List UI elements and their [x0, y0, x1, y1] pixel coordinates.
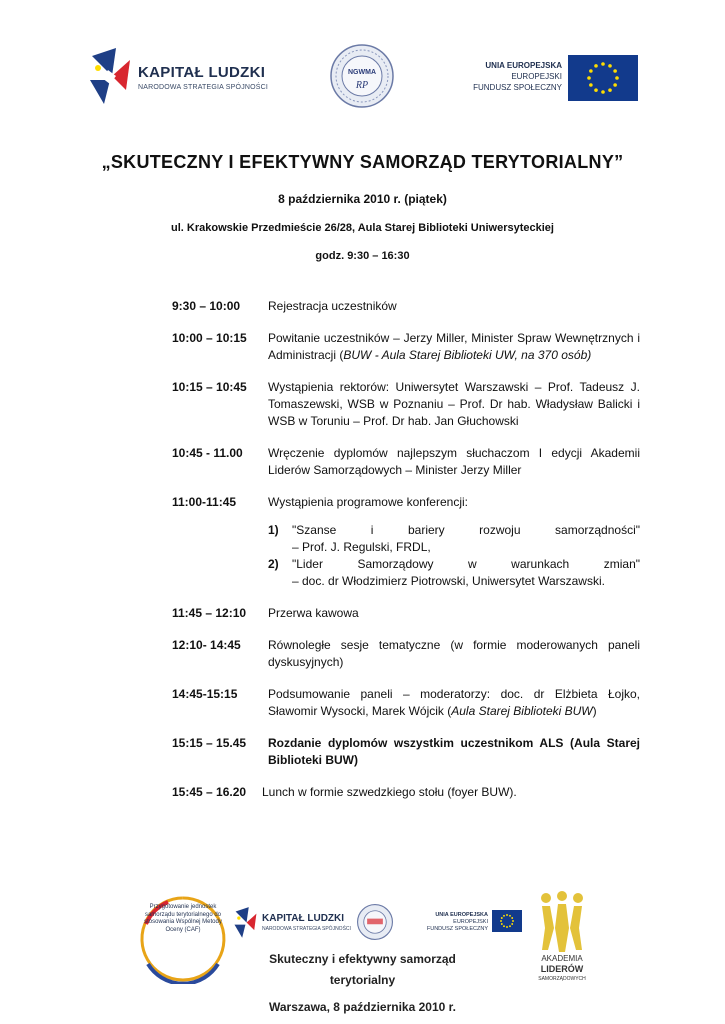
agenda-row [172, 686, 640, 720]
eu-star-icon [501, 917, 503, 919]
kapital-ludzki-logo [86, 46, 136, 108]
footer-title-line1: Skuteczny i efektywny samorząd [269, 952, 456, 966]
agenda-subitems [268, 522, 640, 590]
agenda-time: 14:45-15:15 [172, 687, 238, 701]
eu-star-icon [594, 88, 598, 92]
agenda [172, 298, 640, 816]
ue-line2: EUROPEJSKI [511, 72, 562, 81]
agenda-time: 9:30 – 10:00 [172, 299, 241, 313]
agenda-text-italic: BUW - Aula Starej Biblioteki UW, na 370 osób) [343, 348, 592, 362]
subitem [268, 522, 640, 556]
footer-kapital-subtitle: NARODOWA STRATEGIA SPÓJNOŚCI [262, 926, 351, 932]
agenda-time: 11:00-11:45 [172, 495, 237, 509]
agenda-text: Rejestracja uczestników [268, 299, 397, 313]
footer-kapital-ludzki-logo [232, 906, 260, 940]
footer-seal-logo [357, 904, 393, 940]
agenda-row [172, 605, 640, 622]
agenda-time: 12:10- 14:45 [172, 638, 241, 652]
footer-ue-line3: FUNDUSZ SPOŁECZNY [426, 926, 488, 932]
eu-star-icon [509, 915, 511, 917]
agenda-text: Przerwa kawowa [268, 606, 359, 620]
eu-star-icon [506, 914, 508, 916]
agenda-text: Wystąpienia programowe konferencji: [268, 495, 468, 509]
als-line2: LIDERÓW [540, 964, 584, 974]
event-date: 8 października 2010 r. (piątek) [278, 192, 447, 206]
agenda-row [172, 637, 640, 671]
agenda-text-italic: Aula Starej Biblioteki BUW [451, 704, 593, 718]
agenda-row [172, 298, 640, 315]
eu-star-icon [509, 925, 511, 927]
event-hours: godz. 9:30 – 16:30 [315, 250, 410, 262]
kapital-ludzki-name: KAPITAŁ LUDZKI [138, 64, 266, 81]
agenda-text: Lunch w formie szwedzkiego stołu (foyer BUW). [262, 785, 517, 799]
footer-ue-line2: EUROPEJSKI [453, 919, 488, 925]
eu-star-icon [587, 76, 591, 80]
ue-line1: UNIA EUROPEJSKA [485, 61, 562, 70]
eu-star-icon [511, 917, 513, 919]
agenda-time: 15:45 – 16.20 [172, 785, 247, 799]
eu-star-icon [501, 923, 503, 925]
agenda-row [172, 735, 640, 769]
eu-star-icon [512, 920, 514, 922]
agenda-time: 15:15 – 15.45 [172, 736, 247, 750]
subitem-line1: "Szanse i bariery rozwoju samorządności" [292, 523, 640, 537]
eu-star-icon [608, 64, 612, 68]
event-title: „SKUTECZNY I EFEKTYWNY SAMORZĄD TERYTORIALNY” [101, 152, 624, 172]
als-line3: SAMORZĄDOWYCH [538, 976, 586, 982]
footer-title-line2: terytorialny [329, 973, 396, 987]
eu-star-icon [500, 920, 502, 922]
agenda-text [268, 686, 640, 720]
agenda-text: Równoległe sesje tematyczne (w formie moderowanych paneli dyskusyjnych) [268, 638, 640, 669]
agenda-row [172, 330, 640, 364]
agenda-row [172, 494, 640, 511]
agenda-text-tail: ) [592, 704, 597, 718]
subitem-text [292, 522, 640, 556]
event-place: ul. Krakowskie Przedmieście 26/28, Aula Starej Biblioteki Uniwersyteckiej [171, 222, 554, 234]
als-text [526, 954, 598, 984]
agenda-text-main: Podsumowanie paneli – moderatorzy: doc. dr Elżbieta Łojko, Sławomir Wysocki, Marek Wójcik ( [268, 687, 640, 718]
agenda-text: Wystąpienia rektorów: Uniwersytet Warszawski – Prof. Tadeusz J. Tomaszewski, WSB w Poznaniu – Prof. Dr hab. Władysław Balicki i WSB w Toruniu – Prof. Dr hab. Jan Głuchowski [268, 380, 640, 428]
eu-star-icon [594, 64, 598, 68]
footer-kapital-name: KAPITAŁ LUDZKI [262, 913, 345, 924]
agenda-time: 10:45 - 11.00 [172, 446, 243, 460]
als-line1: AKADEMIA [541, 954, 583, 963]
eu-star-icon [615, 76, 619, 80]
agenda-text [268, 330, 640, 364]
als-figures-logo [532, 888, 592, 958]
eu-star-icon [506, 926, 508, 928]
agenda-time: 10:00 – 10:15 [172, 331, 247, 345]
agenda-time: 10:15 – 10:45 [172, 380, 247, 394]
eu-star-icon [503, 915, 505, 917]
footer-ue-line1: UNIA EUROPEJSKA [435, 912, 488, 918]
seal-initials: RP [355, 80, 369, 91]
agenda-row [172, 445, 640, 479]
eu-star-icon [601, 62, 605, 66]
subitem-line1: "Lider Samorządowy w warunkach zmian" [292, 557, 640, 571]
eu-flag-icon [568, 55, 638, 101]
eu-star-icon [589, 69, 593, 73]
subitem-line2: – Prof. J. Regulski, FRDL, [292, 540, 431, 554]
agenda-text: Rozdanie dyplomów wszystkim uczestnikom ALS (Aula Starej Biblioteki BUW) [268, 736, 640, 767]
ue-line3: FUNDUSZ SPOŁECZNY [473, 83, 562, 92]
footer-eu-flag-icon [492, 910, 522, 932]
subitem-text [292, 556, 640, 590]
agenda-time: 11:45 – 12:10 [172, 606, 247, 620]
eu-star-icon [511, 923, 513, 925]
eu-star-icon [503, 925, 505, 927]
eu-star-icon [608, 88, 612, 92]
agenda-text-main: Powitanie uczestników – Jerzy Miller, Minister Spraw Wewnętrznych i Administracji ( [268, 331, 640, 362]
agenda-row [172, 784, 640, 801]
kapital-ludzki-subtitle: NARODOWA STRATEGIA SPÓJNOŚCI [138, 84, 269, 91]
caf-text: Przygotowanie jednostek samorządu terytorialnego do stosowania Wspólnej Metody Oceny (CAF) [144, 904, 222, 933]
ue-text [452, 60, 562, 93]
subitem-number: 2) [268, 557, 279, 571]
eu-star-icon [613, 69, 617, 73]
subitem-number: 1) [268, 523, 279, 537]
eu-star-icon [589, 83, 593, 87]
agenda-text: Wręczenie dyplomów najlepszym słuchaczom I edycji Akademii Liderów Samorządowych – Minister Jerzy Miller [268, 446, 640, 477]
eu-star-icon [601, 90, 605, 94]
agenda-row [172, 379, 640, 430]
seal-text: NGWMA [348, 69, 376, 76]
ngwma-seal-logo [330, 44, 394, 108]
eu-star-icon [613, 83, 617, 87]
subitem-line2: – doc. dr Włodzimierz Piotrowski, Uniwersytet Warszawski. [292, 574, 605, 588]
footer-ue-text [418, 912, 488, 933]
subitem [268, 556, 640, 590]
footer-title-line3: Warszawa, 8 października 2010 r. [269, 1000, 456, 1014]
